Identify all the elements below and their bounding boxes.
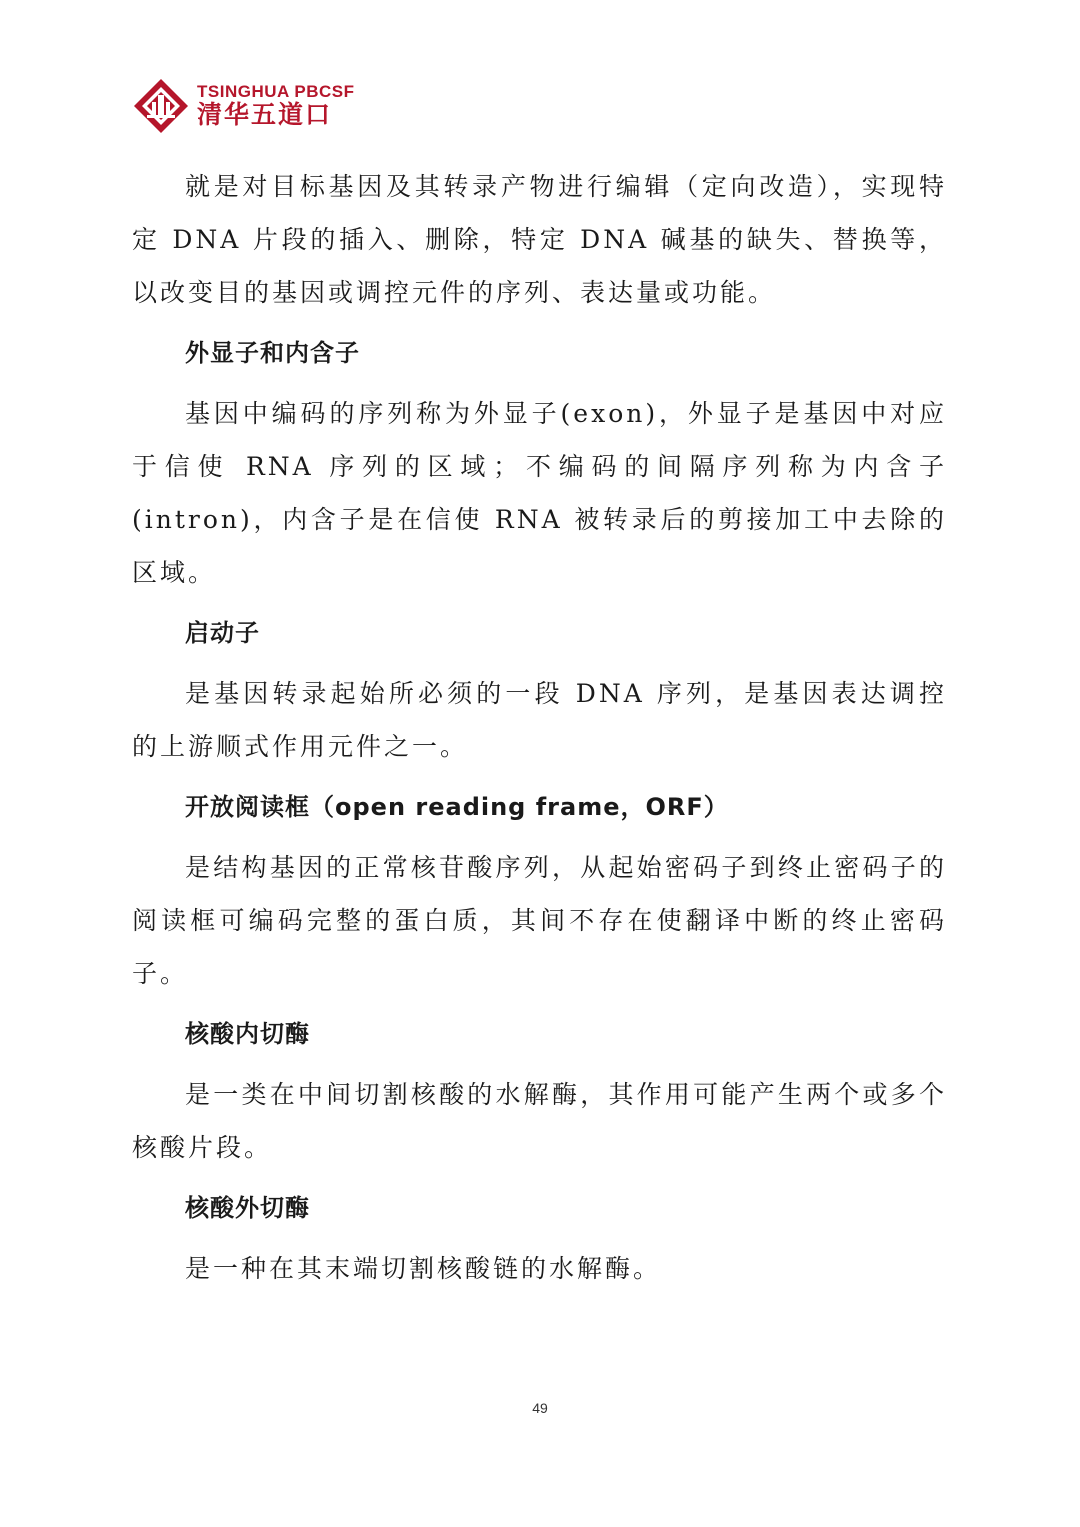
header-logo [133, 78, 355, 134]
section-body-endonuclease: 是一类在中间切割核酸的水解酶，其作用可能产生两个或多个核酸片段。 [132, 1080, 947, 1162]
section-body-exon-intron: 基因中编码的序列称为外显子(exon)，外显子是基因中对应于信使 RNA 序列的区域；不编码的间隔序列称为内含子(intron)，内含子是在信使 RNA 被转录后的剪接加工中去除的区域。 [132, 399, 947, 587]
logo-english-name: TSINGHUA PBCSF [197, 82, 355, 101]
intro-paragraph: 就是对目标基因及其转录产物进行编辑（定向改造），实现特定 DNA 片段的插入、删除，特定 DNA 碱基的缺失、替换等，以改变目的基因或调控元件的序列、表达量或功能。 [132, 172, 947, 307]
tsinghua-pbcsf-emblem-icon [133, 78, 189, 134]
section-heading-endonuclease: 核酸内切酶 [185, 1020, 310, 1048]
logo-chinese-name: 清华五道口 [197, 100, 333, 129]
page-number: 49 [532, 1400, 548, 1416]
section-body-promoter: 是基因转录起始所必须的一段 DNA 序列，是基因表达调控的上游顺式作用元件之一。 [132, 679, 947, 761]
document-body [132, 160, 947, 1305]
section-body-orf: 是结构基因的正常核苷酸序列，从起始密码子到终止密码子的阅读框可编码完整的蛋白质，其间不存在使翻译中断的终止密码子。 [132, 853, 947, 988]
section-heading-orf: 开放阅读框（open reading frame，ORF） [185, 793, 729, 821]
section-body-exonuclease: 是一种在其末端切割核酸链的水解酶。 [185, 1254, 662, 1283]
section-heading-exonuclease: 核酸外切酶 [185, 1194, 310, 1222]
section-heading-exon-intron: 外显子和内含子 [185, 339, 360, 367]
section-heading-promoter: 启动子 [185, 619, 260, 647]
